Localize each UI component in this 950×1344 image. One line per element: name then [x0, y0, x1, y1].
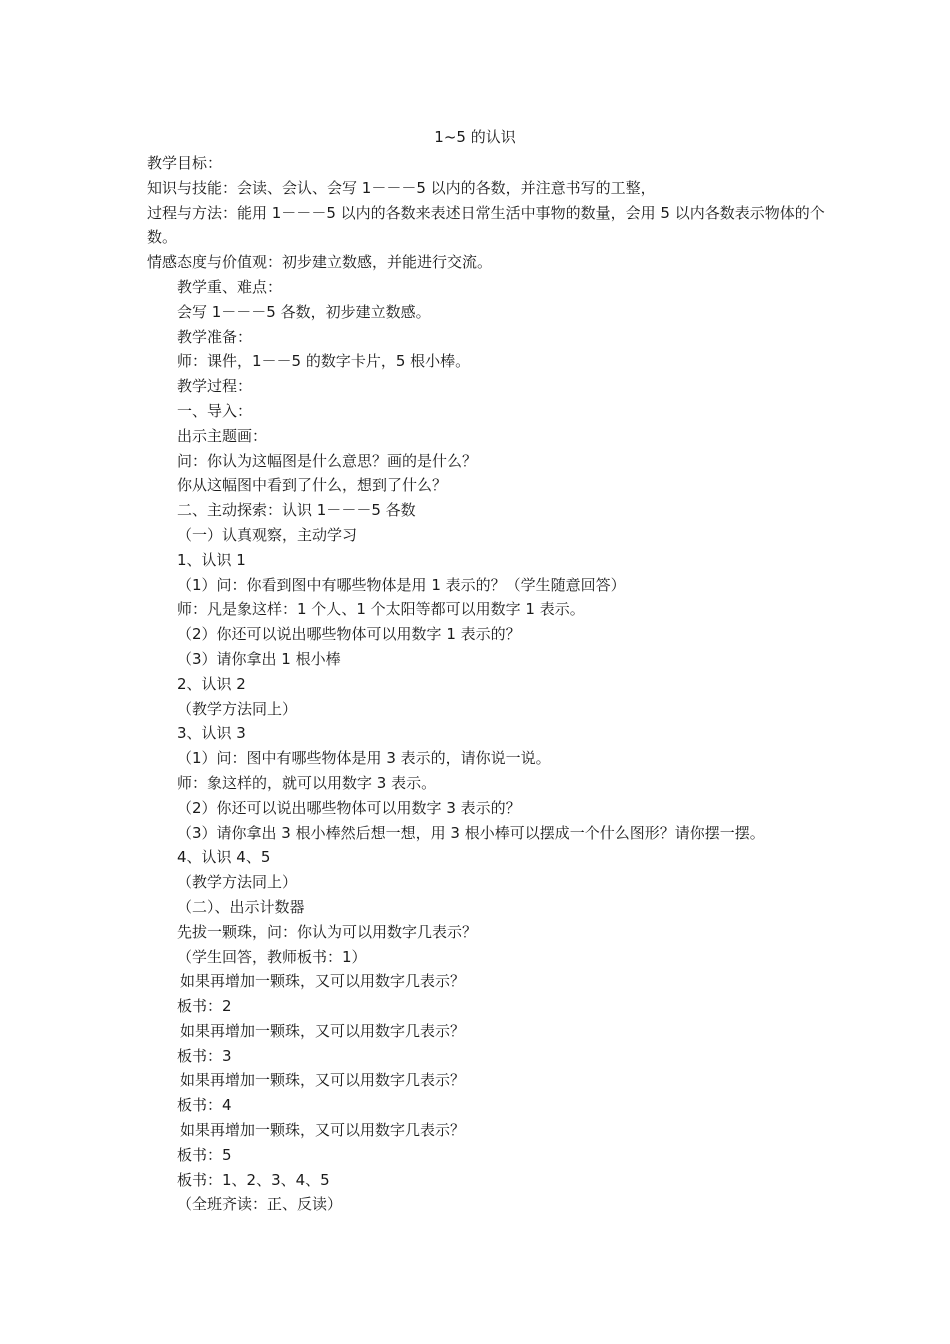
paragraph: （学生回答，教师板书：1） — [177, 947, 367, 966]
paragraph: 如果再增加一颗珠，又可以用数字几表示？ — [180, 972, 466, 991]
paragraph: 板书：5 — [177, 1145, 232, 1164]
paragraph: 过程与方法：能用 1－－－5 以内的各数来表述日常生活中事物的数量，会用 5 以内各数表示物体的个数。 — [147, 203, 825, 247]
paragraph: （2）你还可以说出哪些物体可以用数字 1 表示的？ — [177, 625, 521, 644]
paragraph: 4、认识 4、5 — [177, 848, 271, 867]
paragraph: 出示主题画： — [177, 426, 268, 445]
paragraph: 板书：1、2、3、4、5 — [177, 1170, 330, 1189]
paragraph: 会写 1－－－5 各数，初步建立数感。 — [177, 302, 431, 321]
paragraph: （1）问：图中有哪些物体是用 3 表示的，请你说一说。 — [177, 749, 551, 768]
paragraph: （2）你还可以说出哪些物体可以用数字 3 表示的？ — [177, 798, 521, 817]
paragraph: 如果再增加一颗珠，又可以用数字几表示？ — [180, 1121, 466, 1140]
paragraph: 知识与技能：会读、会认、会写 1－－－5 以内的各数，并注意书写的工整， — [147, 178, 656, 197]
paragraph: 板书：3 — [177, 1046, 232, 1065]
paragraph: 师：象这样的，就可以用数字 3 表示。 — [177, 773, 437, 792]
paragraph: 1、认识 1 — [177, 550, 246, 569]
paragraph: 教学重、难点： — [177, 277, 283, 296]
paragraph: （1）问：你看到图中有哪些物体是用 1 表示的？（学生随意回答） — [177, 575, 626, 594]
paragraph: 二、主动探索：认识 1－－－5 各数 — [177, 501, 416, 520]
paragraph: 板书：2 — [177, 997, 232, 1016]
paragraph: 师：凡是象这样：1 个人、1 个太阳等都可以用数字 1 表示。 — [177, 600, 585, 619]
document-body — [147, 151, 837, 1217]
paragraph: 一、导入： — [177, 401, 253, 420]
paragraph: （教学方法同上） — [177, 873, 298, 892]
paragraph: 师：课件，1－－5 的数字卡片，5 根小棒。 — [177, 352, 471, 371]
paragraph: 你从这幅图中看到了什么，想到了什么？ — [177, 476, 448, 495]
paragraph: 问：你认为这幅图是什么意思？画的是什么？ — [177, 451, 478, 470]
paragraph: 如果再增加一颗珠，又可以用数字几表示？ — [180, 1071, 466, 1090]
paragraph: 教学目标： — [147, 154, 223, 172]
paragraph: 2、认识 2 — [177, 674, 246, 693]
paragraph: 教学准备： — [177, 327, 253, 346]
document-title: 1~5 的认识 — [434, 128, 516, 146]
paragraph: （一）认真观察，主动学习 — [177, 525, 358, 544]
paragraph: （二）、出示计数器 — [177, 897, 305, 916]
paragraph: 先拔一颗珠，问：你认为可以用数字几表示？ — [177, 922, 478, 941]
paragraph: 情感态度与价值观：初步建立数感，并能进行交流。 — [147, 253, 493, 272]
paragraph: （教学方法同上） — [177, 699, 298, 718]
paragraph: 板书：4 — [177, 1096, 232, 1115]
paragraph: 教学过程： — [177, 377, 253, 396]
paragraph: （3）请你拿出 1 根小棒 — [177, 649, 341, 668]
paragraph: 3、认识 3 — [177, 724, 246, 743]
paragraph: （3）请你拿出 3 根小棒然后想一想，用 3 根小棒可以摆成一个什么图形？请你摆一摆。 — [177, 823, 765, 842]
paragraph: （全班齐读：正、反读） — [177, 1195, 343, 1214]
paragraph: 如果再增加一颗珠，又可以用数字几表示？ — [180, 1021, 466, 1040]
